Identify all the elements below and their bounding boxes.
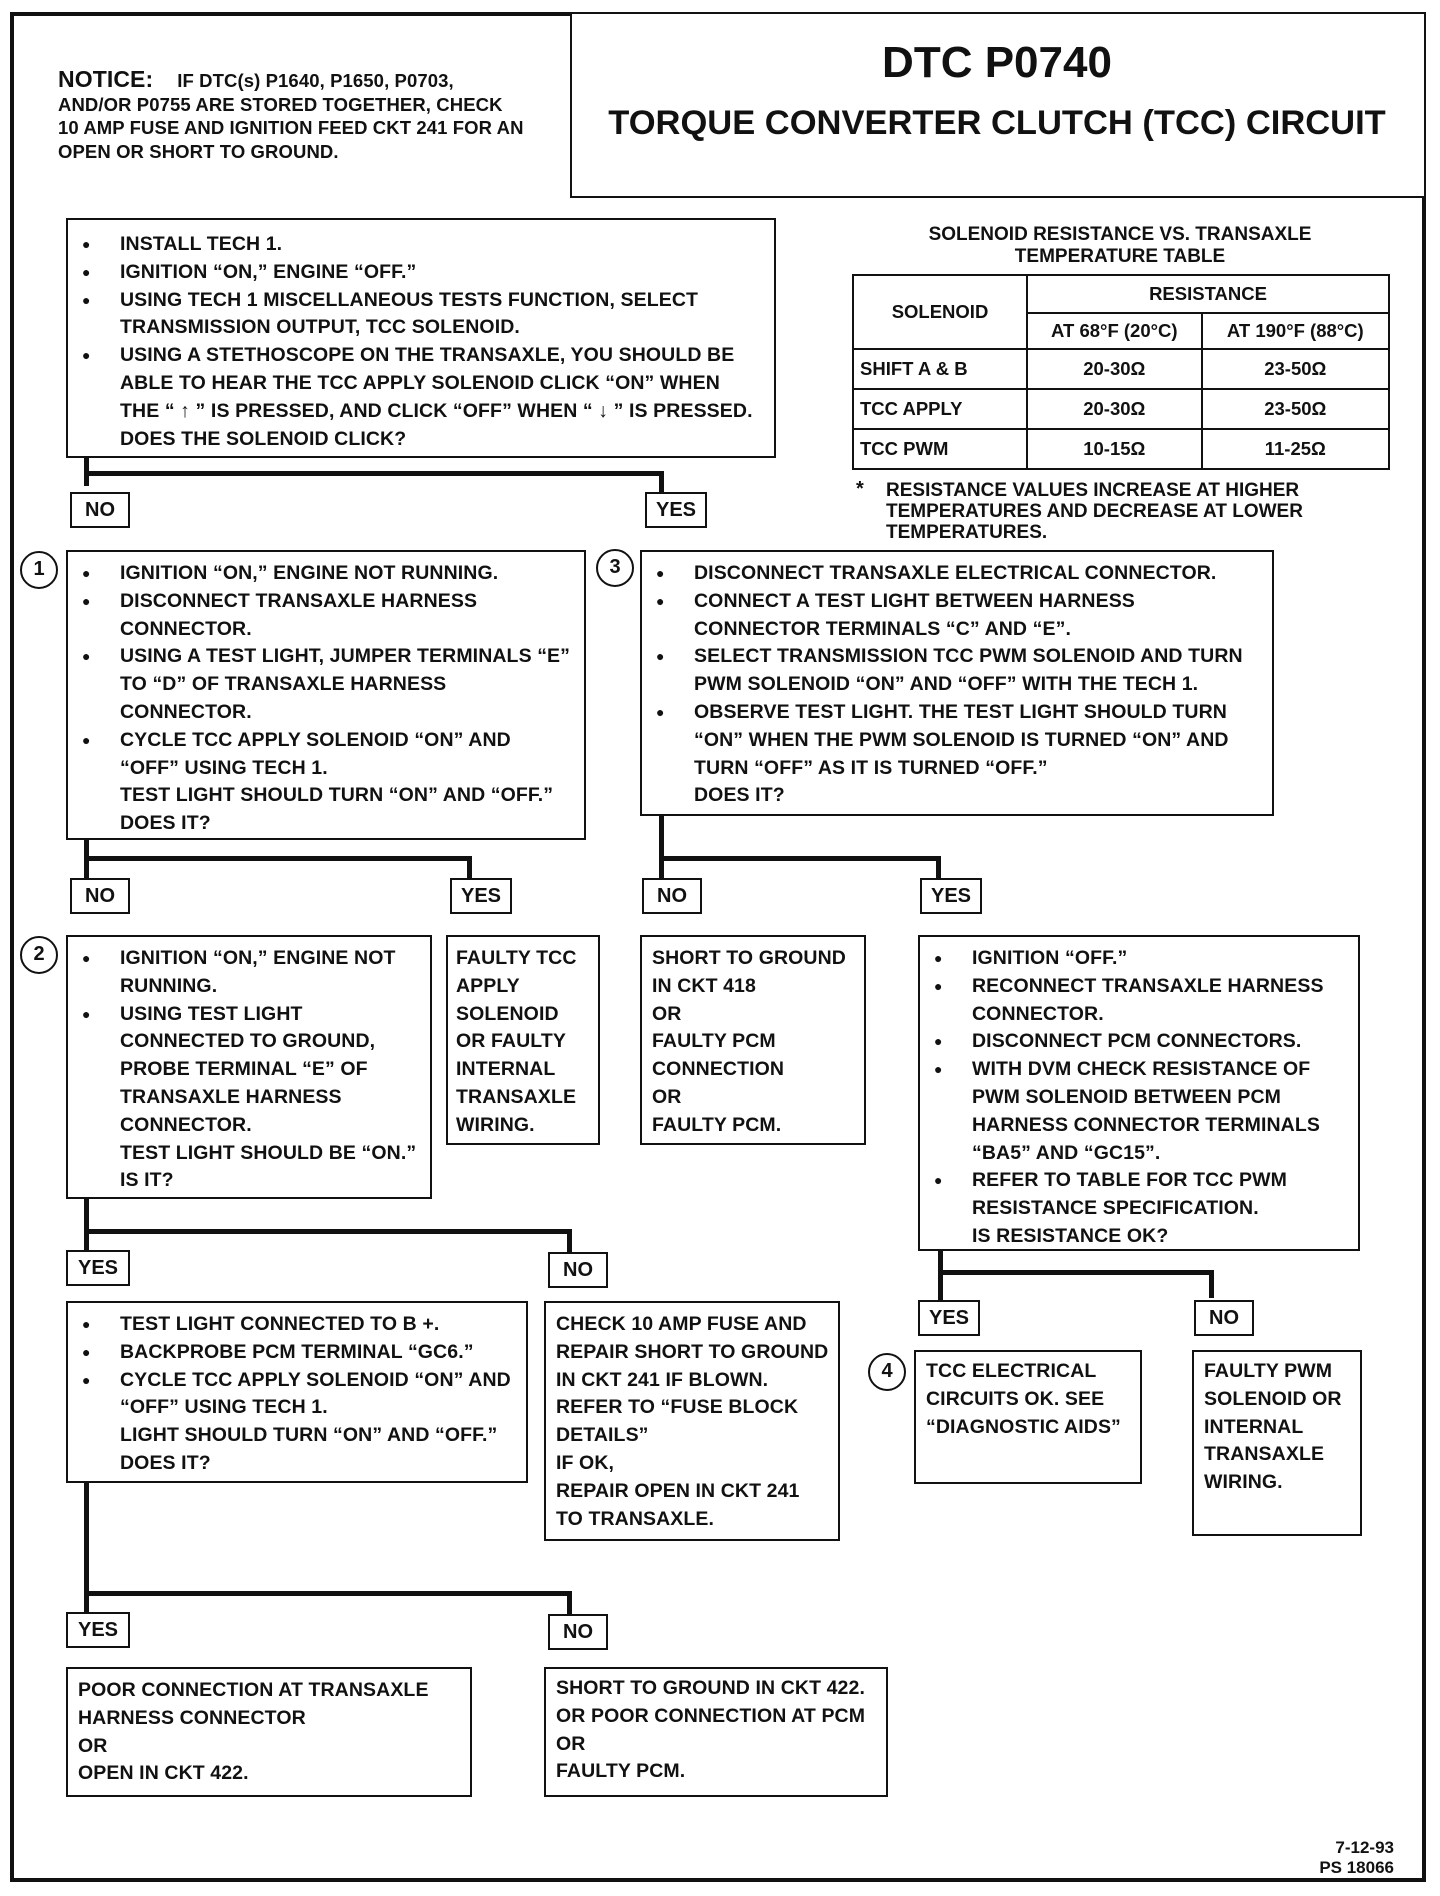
start-steps [78,231,764,426]
step2-steps [78,945,420,1140]
short-ground-418-box [640,935,866,1145]
yes-label: YES [918,1300,980,1336]
list-item: ● INSTALL TECH 1. [78,231,764,259]
step-number-2: 2 [20,936,58,974]
check-fuse-box [544,1301,840,1541]
check-fuse-line: REPAIR OPEN IN CKT 241 TO TRANSAXLE. [556,1479,800,1530]
footnote-mark: * [856,478,864,500]
table-cell: SHIFT A & B [853,349,1027,389]
table-title: SOLENOID RESISTANCE VS. TRANSAXLE TEMPERATURE TABLE [928,224,1312,267]
list-item: ● BACKPROBE PCM TERMINAL “GC6.” [78,1339,516,1367]
step2-box [66,935,432,1199]
list-item: ● OBSERVE TEST LIGHT. THE TEST LIGHT SHOULD TURN “ON” WHEN THE PWM SOLENOID IS TURNED “ON” AND TURN “OFF” AS IT IS TURNED “OFF.” [652,699,1262,782]
table-cell: 23-50Ω [1202,349,1389,389]
poor-connection-line: OR [78,1734,108,1757]
page-subtitle: TORQUE CONVERTER CLUTCH (TCC) CIRCUIT [608,104,1386,142]
table-cell: TCC APPLY [853,389,1027,429]
short-ground-422-line: OR POOR CONNECTION AT PCM [556,1704,866,1727]
poor-connection-box [66,1667,472,1797]
connector-line [467,856,472,878]
short-ground-418-line: OR [652,1002,682,1025]
col-solenoid-header: SOLENOID [853,275,1027,349]
short-ground-418-line: SHORT TO GROUND IN CKT 418 [652,947,846,997]
list-item: ● USING A TEST LIGHT, JUMPER TERMINALS “E” TO “D” OF TRANSAXLE HARNESS CONNECTOR. [78,643,574,726]
backprobe-steps [78,1311,516,1422]
table-cell: 10-15Ω [1027,429,1202,469]
backprobe-question: LIGHT SHOULD TURN “ON” AND “OFF.” DOES IT? [120,1424,498,1474]
step-number-1: 1 [20,551,58,589]
yes-label: YES [645,492,707,528]
faulty-pwm-text: FAULTY PWM SOLENOID OR INTERNAL TRANSAXLE WIRING. [1204,1360,1342,1494]
check-fuse-line: IF OK, [556,1451,615,1474]
list-item: ● DISCONNECT TRANSAXLE ELECTRICAL CONNECTOR. [652,560,1262,588]
pwm-check-steps [930,945,1350,1223]
step1-question: TEST LIGHT SHOULD TURN “ON” AND “OFF.” DOES IT? [120,784,554,835]
page-title: DTC P0740 [882,38,1112,87]
yes-label: YES [450,878,512,914]
footer-date: 7-12-93 [1335,1838,1394,1857]
no-label: NO [642,878,702,914]
backprobe-box [66,1301,528,1483]
tcc-ok-text: TCC ELECTRICAL CIRCUITS OK. SEE “DIAGNOSTIC AIDS” [926,1360,1121,1438]
col-temp1-header: AT 68°F (20°C) [1027,313,1202,349]
table-cell: 20-30Ω [1027,349,1202,389]
connector-line [84,1229,572,1234]
faulty-tcc-text: FAULTY TCC APPLY SOLENOID OR FAULTY INTERNAL TRANSAXLE WIRING. [456,947,577,1136]
list-item: ● CYCLE TCC APPLY SOLENOID “ON” AND “OFF” USING TECH 1. [78,1367,516,1423]
table-cell: 23-50Ω [1202,389,1389,429]
list-item: ● USING A STETHOSCOPE ON THE TRANSAXLE, YOU SHOULD BE ABLE TO HEAR THE TCC APPLY SOLENOID CLICK “ON” WHEN THE “ ↑ ” IS PRESSED, AND CLICK “OFF” WHEN “ ↓ ” IS PRESSED. [78,342,764,425]
list-item: ● RECONNECT TRANSAXLE HARNESS CONNECTOR. [930,973,1350,1029]
yes-label: YES [66,1250,130,1286]
short-ground-422-line: FAULTY PCM. [556,1760,686,1783]
notice-text: IF DTC(s) P1640, P1650, P0703, AND/OR P0755 ARE STORED TOGETHER, CHECK 10 AMP FUSE AND IGNITION FEED CKT 241 FOR AN OPEN OR SHORT TO GROUND. [58,70,524,162]
list-item: ● DISCONNECT PCM CONNECTORS. [930,1028,1350,1056]
connector-line [1209,1270,1214,1298]
step3-steps [652,560,1262,782]
step1-box [66,550,586,840]
connector-line [659,814,664,886]
footer-ps: PS 18066 [1319,1858,1394,1877]
tcc-ok-box [914,1350,1142,1484]
step3-question: DOES IT? [694,784,785,807]
list-item: ● IGNITION “OFF.” [930,945,1350,973]
connector-line [938,1270,1214,1275]
poor-connection-line: OPEN IN CKT 422. [78,1762,249,1785]
step2-question: TEST LIGHT SHOULD BE “ON.” IS IT? [120,1141,417,1192]
list-item: ● IGNITION “ON,” ENGINE NOT RUNNING. [78,945,420,1001]
table-cell: 20-30Ω [1027,389,1202,429]
yes-label: YES [66,1612,130,1648]
list-item: ● TEST LIGHT CONNECTED TO B +. [78,1311,516,1339]
list-item: ● SELECT TRANSMISSION TCC PWM SOLENOID AND TURN PWM SOLENOID “ON” AND “OFF” WITH THE TECH 1. [652,643,1262,699]
list-item: ● IGNITION “ON,” ENGINE “OFF.” [78,259,764,287]
short-ground-422-line: OR [556,1732,586,1755]
short-ground-418-line: FAULTY PCM. [652,1113,782,1136]
connector-line [84,1481,89,1627]
connector-line [936,856,941,878]
list-item: ● IGNITION “ON,” ENGINE NOT RUNNING. [78,560,574,588]
connector-line [659,856,941,861]
step1-steps [78,560,574,782]
col-resistance-header: RESISTANCE [1027,275,1389,313]
connector-line [659,471,664,493]
connector-line [84,856,472,861]
list-item: ● REFER TO TABLE FOR TCC PWM RESISTANCE SPECIFICATION. [930,1167,1350,1223]
list-item: ● CONNECT A TEST LIGHT BETWEEN HARNESS CONNECTOR TERMINALS “C” AND “E”. [652,588,1262,644]
no-label: NO [70,492,130,528]
table-cell: 11-25Ω [1202,429,1389,469]
no-label: NO [548,1252,608,1288]
check-fuse-line: CHECK 10 AMP FUSE AND REPAIR SHORT TO GROUND IN CKT 241 IF BLOWN. REFER TO “FUSE BLOCK DETAILS” [556,1313,829,1447]
list-item: ● WITH DVM CHECK RESISTANCE OF PWM SOLENOID BETWEEN PCM HARNESS CONNECTOR TERMINALS “BA5” AND “GC15”. [930,1056,1350,1167]
no-label: NO [1194,1300,1254,1336]
start-box [66,218,776,458]
short-ground-418-line: FAULTY PCM CONNECTION [652,1030,785,1081]
start-question: DOES THE SOLENOID CLICK? [120,427,407,450]
short-ground-422-box [544,1667,888,1797]
notice [58,68,528,163]
poor-connection-line: POOR CONNECTION AT TRANSAXLE HARNESS CONNECTOR [78,1679,429,1729]
faulty-pwm-box [1192,1350,1362,1536]
resistance-table [852,274,1390,470]
step3-box [640,550,1274,816]
step-number-4: 4 [868,1353,906,1391]
no-label: NO [70,878,130,914]
list-item: ● DISCONNECT TRANSAXLE HARNESS CONNECTOR. [78,588,574,644]
pwm-check-question: IS RESISTANCE OK? [972,1224,1169,1247]
table-cell: TCC PWM [853,429,1027,469]
short-ground-418-line: OR [652,1085,682,1108]
faulty-tcc-box [446,935,600,1145]
notice-label: NOTICE: [58,66,154,92]
short-ground-422-line: SHORT TO GROUND IN CKT 422. [556,1677,865,1699]
list-item: ● USING TECH 1 MISCELLANEOUS TESTS FUNCTION, SELECT TRANSMISSION OUTPUT, TCC SOLENOID. [78,287,764,343]
pwm-check-box [918,935,1360,1251]
connector-line [84,1591,572,1596]
yes-label: YES [920,878,982,914]
table-footnote: RESISTANCE VALUES INCREASE AT HIGHER TEMPERATURES AND DECREASE AT LOWER TEMPERATURES. [886,480,1303,543]
list-item: ● USING TEST LIGHT CONNECTED TO GROUND, PROBE TERMINAL “E” OF TRANSAXLE HARNESS CONNECTOR. [78,1001,420,1140]
col-temp2-header: AT 190°F (88°C) [1202,313,1389,349]
step-number-3: 3 [596,549,634,587]
connector-line [84,471,664,476]
list-item: ● CYCLE TCC APPLY SOLENOID “ON” AND “OFF” USING TECH 1. [78,727,574,783]
no-label: NO [548,1614,608,1650]
